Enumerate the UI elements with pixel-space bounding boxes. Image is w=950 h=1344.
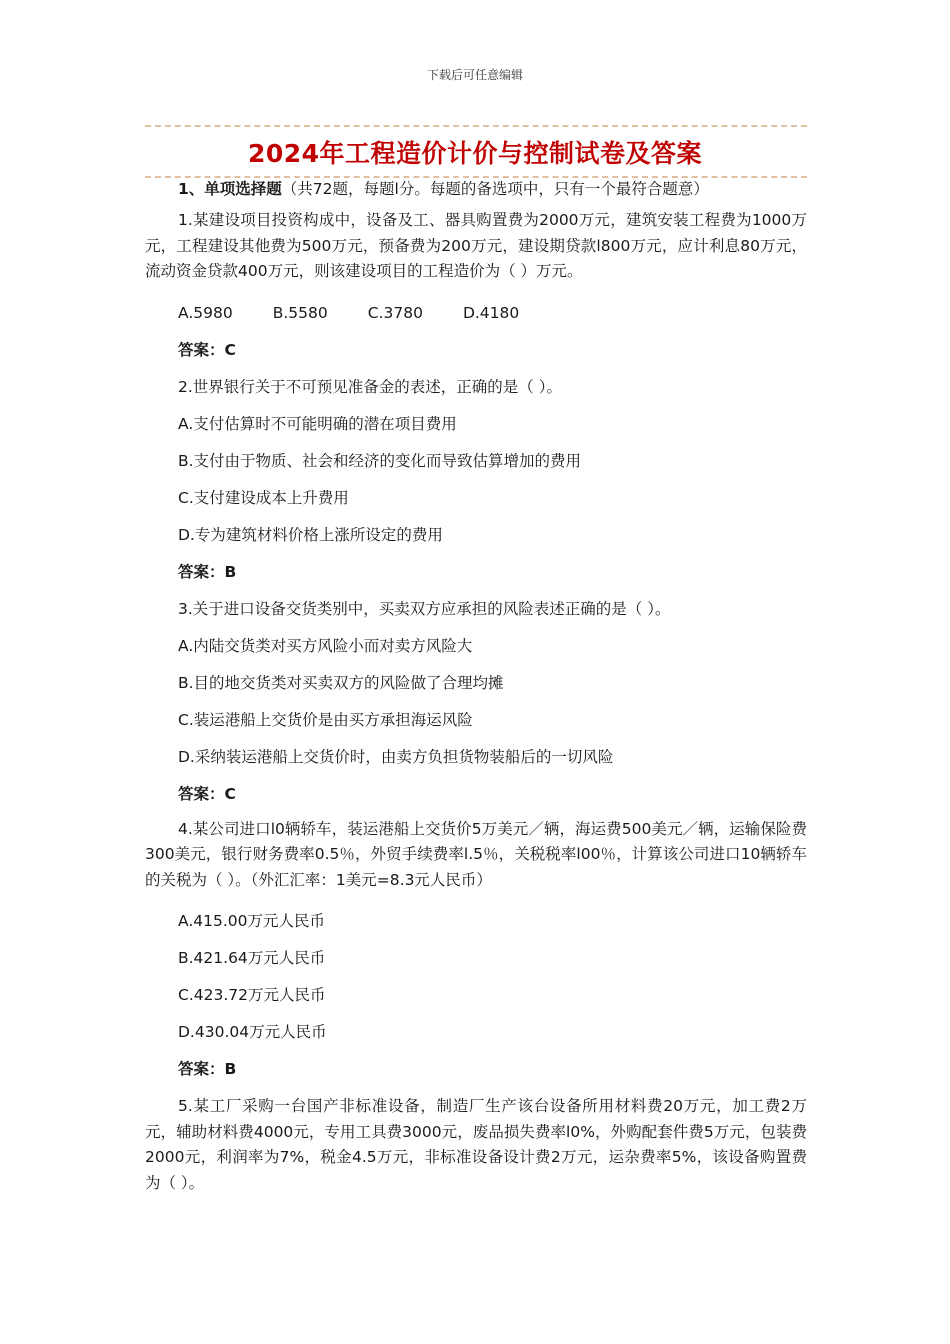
question-text: 4.某公司进口l0辆轿车，装运港船上交货价5万美元／辆，海运费500美元／辆，运输保险费300美元，银行财务费率0.5％，外贸手续费率l.5％，关税税率l00％，计算该公司进口10辆轿车的关税为（ ）。（外汇汇率：1美元=8.3元人民币）	[145, 819, 807, 889]
section-desc: （共72题，每题l分。每题的备选项中，只有一个最符合题意）	[281, 180, 709, 198]
option: D.采纳装运港船上交货价时，由卖方负担货物装船后的一切风险	[178, 747, 614, 766]
page-title: 2024年工程造价计价与控制试卷及答案	[247, 139, 703, 168]
option: A.415.00万元人民币	[178, 912, 325, 930]
option: B.支付由于物质、社会和经济的变化而导致估算增加的费用	[178, 451, 582, 470]
section-heading	[145, 178, 807, 200]
option: B.421.64万元人民币	[178, 949, 326, 967]
answer: 答案：C	[178, 340, 236, 359]
answer: 答案：B	[178, 1060, 237, 1078]
option: B.目的地交货类对买卖双方的风险做了合理均摊	[178, 673, 504, 692]
option-row	[145, 295, 807, 332]
option: C.装运港船上交货价是由买方承担海运风险	[178, 710, 473, 729]
option: D.专为建筑材料价格上涨所设定的费用	[178, 525, 443, 544]
option: C.3780	[367, 303, 423, 322]
section-label: 1、单项选择题	[178, 180, 282, 198]
content	[145, 178, 807, 1206]
option: A.5980	[178, 303, 233, 322]
question-text: 5.某工厂采购一台国产非标准设备，制造厂生产该台设备所用材料费20万元，加工费2万元，辅助材料费4000元，专用工具费3000元，废品损失费率l0%，外购配套件费5万元，包装费2000元，利润率为7%，税金4.5万元，非标准设备设计费2万元，运杂费率5%，该设备购置费为（ ）。	[145, 1097, 807, 1192]
option: A.内陆交货类对买方风险小而对卖方风险大	[178, 636, 473, 655]
answer: 答案：C	[178, 784, 236, 803]
option: D.4180	[462, 303, 520, 322]
option: D.430.04万元人民币	[178, 1023, 327, 1041]
option: A.支付估算时不可能明确的潜在项目费用	[178, 414, 457, 433]
header-note: 下载后可任意编辑	[426, 68, 523, 82]
question-text: 3.关于进口设备交货类别中，买卖双方应承担的风险表述正确的是（ ）。	[178, 599, 671, 618]
option: C.支付建设成本上升费用	[178, 488, 349, 507]
question-text: 1.某建设项目投资构成中，设备及工、器具购置费为2000万元，建筑安装工程费为1000万元，工程建设其他费为500万元，预备费为200万元，建设期贷款l800万元，应计利息80万元，流动资金贷款400万元，则该建设项目的工程造价为（ ）万元。	[145, 211, 807, 280]
divider-top	[145, 125, 807, 127]
answer: 答案：B	[178, 562, 237, 581]
question-text: 2.世界银行关于不可预见准备金的表述，正确的是（ ）。	[178, 377, 562, 396]
option: B.5580	[272, 303, 328, 322]
option: C.423.72万元人民币	[178, 986, 326, 1004]
